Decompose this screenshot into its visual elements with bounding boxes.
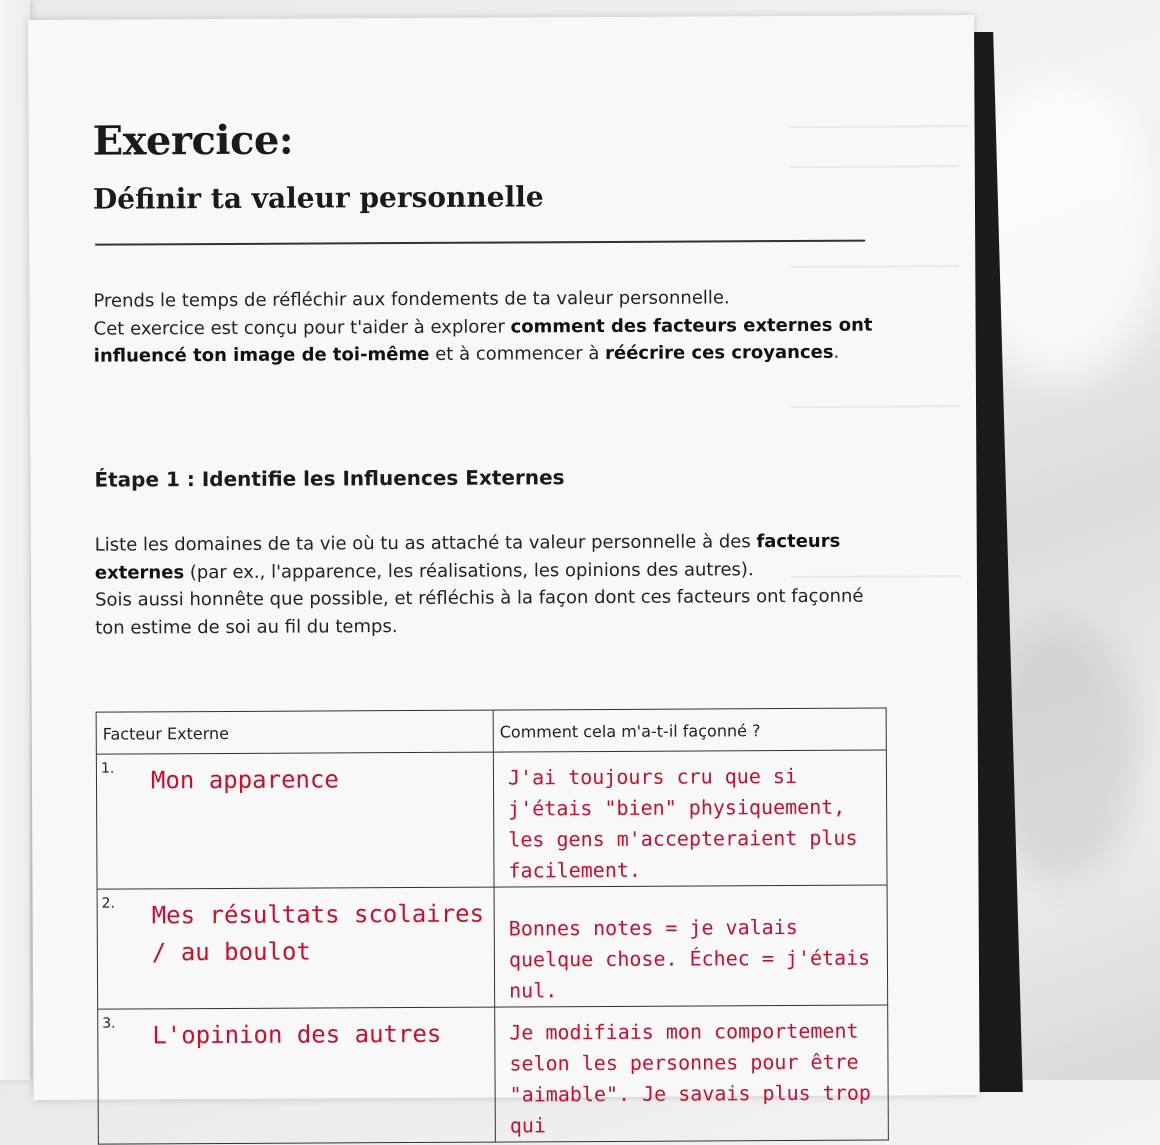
intro-text: Cet exercice est conçu pour t'aider à explorer <box>93 315 511 340</box>
step-line: Sois aussi honnête que possible, et réfléchis à la façon dont ces facteurs ont façonné ton estime de soi au fil du temps. <box>94 585 864 639</box>
left-page-edge <box>0 0 30 1080</box>
factor-cell[interactable] <box>96 752 494 889</box>
exercise-subtitle: Définir ta valeur personnelle <box>92 180 544 216</box>
intro-line <box>94 311 884 370</box>
intro-paragraph <box>93 284 883 371</box>
step-heading: Étape 1 : Identifie les Influences Externes <box>94 465 565 492</box>
row-number: 2. <box>101 895 116 912</box>
step-text: (par ex., l'apparence, les réalisations, les opinions des autres). <box>184 558 754 583</box>
table-row <box>96 750 887 889</box>
column-header-effect: Comment cela m'a-t-il façonné ? <box>493 708 886 752</box>
step-line <box>95 528 885 587</box>
row-number: 1. <box>100 760 115 777</box>
effect-cell[interactable] <box>495 1005 889 1142</box>
handwritten-effect: Je modifiais mon comportement selon les personnes pour être "aimable". Je savais plus trop qui <box>509 1018 871 1138</box>
handwritten-effect: Bonnes notes = je valais quelque chose. Échec = j'étais nul. <box>508 914 871 1003</box>
intro-text: et à commencer à <box>429 342 606 365</box>
bleed-through-line <box>790 405 960 408</box>
intro-line: Prends le temps de réfléchir aux fondements de ta valeur personnelle. <box>93 287 730 312</box>
handwritten-factor: Mes résultats scolaires / au boulot <box>151 899 485 967</box>
intro-emphasis: comment des facteurs externes ont influencé ton image de toi-même <box>93 314 873 367</box>
title-divider <box>95 240 865 246</box>
external-factors-table <box>96 708 889 1145</box>
bleed-through-line <box>789 265 959 268</box>
row-number: 3. <box>102 1015 116 1032</box>
bleed-through-line <box>789 165 959 168</box>
handwritten-effect: J'ai toujours cru que si j'étais "bien" physiquement, les gens m'accepteraient plus facilement. <box>507 763 858 883</box>
bleed-through-line <box>789 125 969 128</box>
handwritten-factor: Mon apparence <box>150 765 339 795</box>
handwritten-factor: L'opinion des autres <box>152 1019 442 1050</box>
table-row <box>98 1005 889 1144</box>
table-header-row <box>96 708 886 754</box>
step-paragraph <box>95 528 886 642</box>
table-row <box>97 885 888 1009</box>
intro-emphasis: réécrire ces croyances <box>605 341 834 364</box>
effect-cell[interactable] <box>493 750 887 887</box>
effect-cell[interactable] <box>494 885 888 1007</box>
intro-text: . <box>833 341 840 363</box>
book-page <box>28 15 980 1138</box>
step-emphasis: facteurs externes <box>94 530 841 584</box>
column-header-factor: Facteur Externe <box>96 710 493 754</box>
exercise-title: Exercice: <box>92 116 294 165</box>
factor-cell[interactable] <box>98 1007 496 1144</box>
factor-cell[interactable] <box>97 887 495 1009</box>
step-text: Liste les domaines de ta vie où tu as attaché ta valeur personnelle à des <box>94 531 757 556</box>
